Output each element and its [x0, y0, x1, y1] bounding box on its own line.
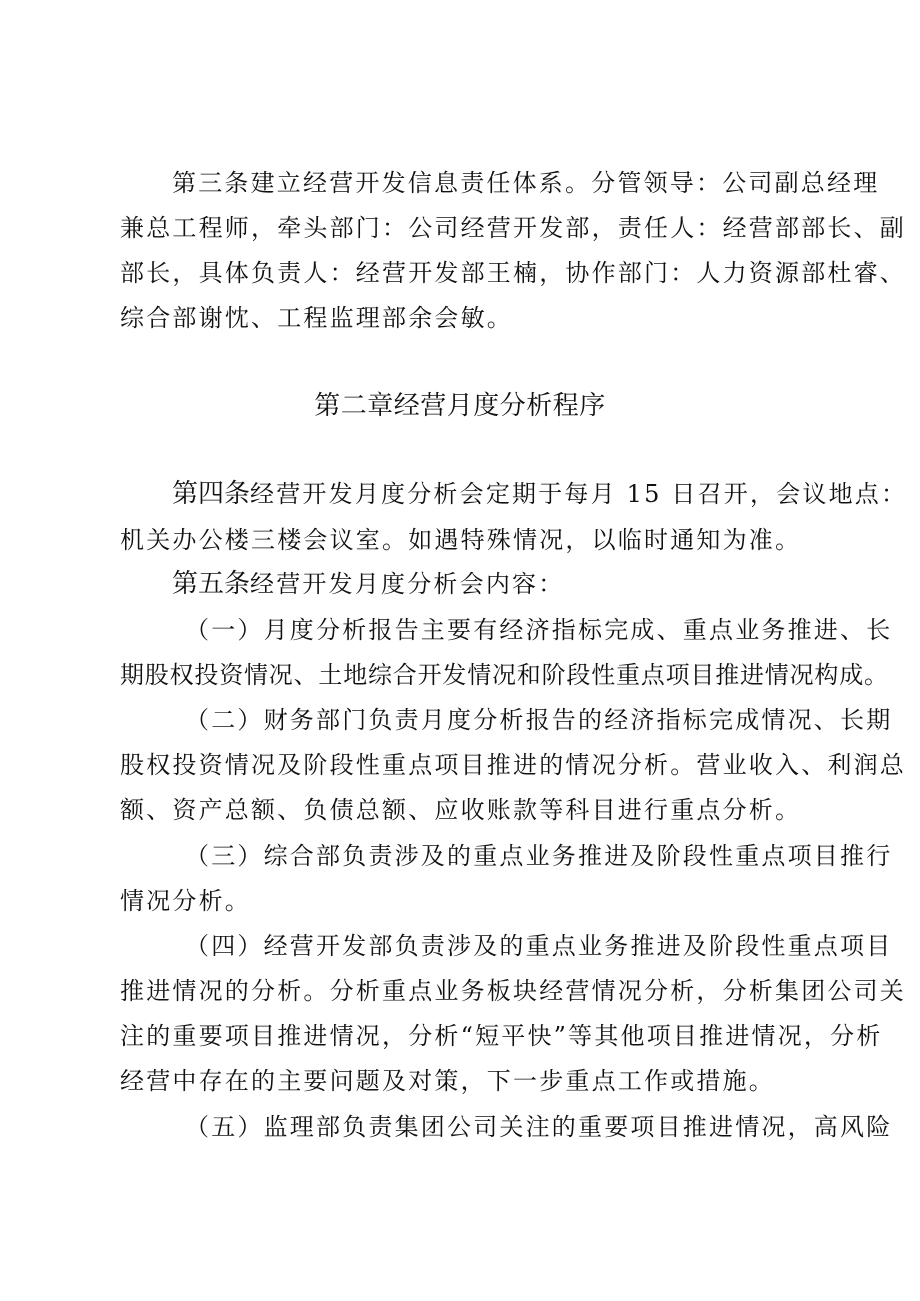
article4-line-1 — [172, 479, 908, 509]
article5-intro-text: 经营开发月度分析会内容： — [250, 570, 565, 598]
article3-line-3: 部长，具体负责人：经营开发部王楠，协作部门：人力资源部杜睿、 — [120, 259, 906, 287]
article3-line-2: 兼总工程师，牵头部门：公司经营开发部，责任人：经营部部长、副 — [120, 214, 906, 242]
article5-label: 第五条 — [172, 569, 251, 599]
item4-line-2: 推进情况的分析。分析重点业务板块经营情况分析，分析集团公司关 — [120, 977, 906, 1005]
item4-line-4: 经营中存在的主要问题及对策，下一步重点工作或措施。 — [120, 1067, 775, 1095]
item4-line-3: 注的重要项目推进情况，分析“短平快”等其他项目推进情况，分析 — [120, 1022, 883, 1050]
article4-label: 第四条 — [172, 479, 251, 509]
item1-line-2: 期股权投资情况、土地综合开发情况和阶段性重点项目推进情况构成。 — [120, 661, 889, 689]
article4-line-2: 机关办公楼三楼会议室。如遇特殊情况，以临时通知为准。 — [120, 526, 802, 554]
article4-line1-text: 经营开发月度分析会定期于每月 15 日召开，会议地点： — [250, 480, 908, 508]
item1-line-1: （一）月度分析报告主要有经济指标完成、重点业务推进、长 — [185, 616, 893, 644]
item2-line-1: （二）财务部门负责月度分析报告的经济指标完成情况、长期 — [185, 706, 893, 734]
article3-line-1: 第三条建立经营开发信息责任体系。分管领导：公司副总经理 — [172, 169, 880, 197]
item3-line-2: 情况分析。 — [120, 887, 251, 915]
item5-line-1: （五）监理部负责集团公司关注的重要项目推进情况，高风险 — [185, 1113, 893, 1141]
chapter-title: 第二章经营月度分析程序 — [314, 391, 606, 421]
item2-line-3: 额、资产总额、负债总额、应收账款等科目进行重点分析。 — [120, 796, 802, 824]
article3-line-4: 综合部谢忱、工程监理部余会敏。 — [120, 304, 513, 332]
item2-line-2: 股权投资情况及阶段性重点项目推进的情况分析。营业收入、利润总 — [120, 751, 906, 779]
item3-line-1: （三）综合部负责涉及的重点业务推进及阶段性重点项目推行 — [185, 842, 893, 870]
item4-line-1: （四）经营开发部负责涉及的重点业务推进及阶段性重点项目 — [185, 932, 893, 960]
article5-line-1 — [172, 569, 872, 599]
